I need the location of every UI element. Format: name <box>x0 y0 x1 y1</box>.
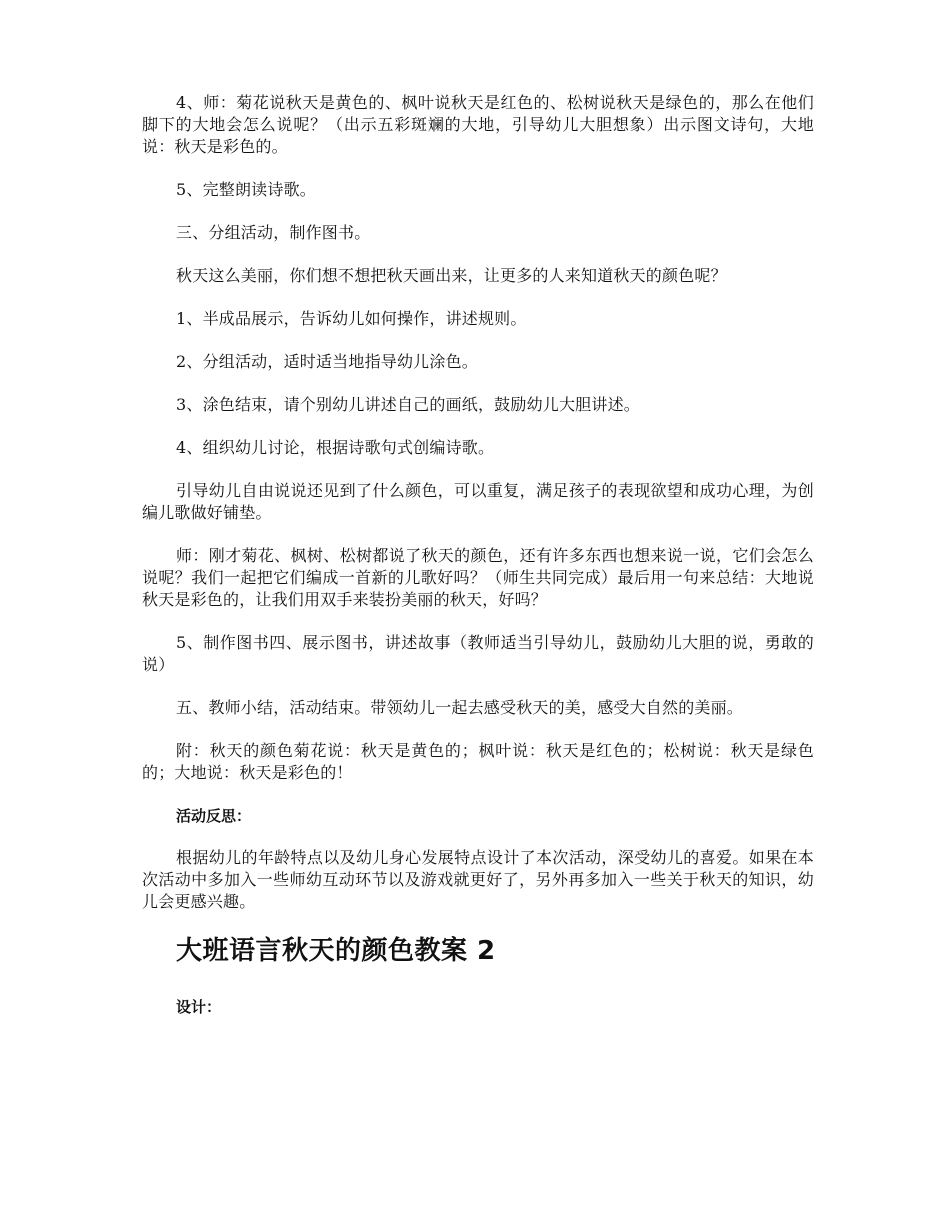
reflection-heading: 活动反思： <box>176 807 252 825</box>
design-heading: 设计： <box>176 998 222 1016</box>
paragraph-step-4-teacher: 4、师：菊花说秋天是黄色的、枫叶说秋天是红色的、松树说秋天是绿色的，那么在他们脚下的大地会怎么说呢？（出示五彩斑斓的大地，引导幼儿大胆想象）出示图文诗句，大地说：秋天是彩色的。 <box>142 93 814 156</box>
paragraph-step-4-discuss: 4、组织幼儿讨论，根据诗歌句式创编诗歌。 <box>176 438 495 457</box>
paragraph-teacher-summary: 师：刚才菊花、枫树、松树都说了秋天的颜色，还有许多东西也想来说一说，它们会怎么说呢？我们一起把它们编成一首新的儿歌好吗？（师生共同完成）最后用一句来总结：大地说秋天是彩色的，让我们用双手来装扮美丽的秋天，好吗？ <box>142 546 814 609</box>
paragraph-guide-children: 引导幼儿自由说说还见到了什么颜色，可以重复，满足孩子的表现欲望和成功心理，为创编儿歌做好铺垫。 <box>142 481 814 522</box>
paragraph-appendix-poem: 附：秋天的颜色菊花说：秋天是黄色的；枫叶说：秋天是红色的；松树说：秋天是绿色的；大地说：秋天是彩色的！ <box>142 741 814 782</box>
paragraph-step-2-coloring: 2、分组活动，适时适当地指导幼儿涂色。 <box>176 352 478 371</box>
paragraph-draw-autumn: 秋天这么美丽，你们想不想把秋天画出来，让更多的人来知道秋天的颜色呢？ <box>176 266 727 285</box>
document-page <box>142 92 814 1038</box>
section-title: 大班语言秋天的颜色教案 2 <box>176 936 496 966</box>
paragraph-group-activity: 三、分组活动，制作图书。 <box>176 223 371 242</box>
reflection-paragraph: 根据幼儿的年龄特点以及幼儿身心发展特点设计了本次活动，深受幼儿的喜爱。如果在本次活动中多加入一些师幼互动环节以及游戏就更好了，另外再多加入一些关于秋天的知识，幼儿会更感兴趣。 <box>142 848 814 911</box>
paragraph-step-3-describe: 3、涂色结束，请个别幼儿讲述自己的画纸，鼓励幼儿大胆讲述。 <box>176 395 640 414</box>
paragraph-conclusion: 五、教师小结，活动结束。带领幼儿一起去感受秋天的美，感受大自然的美丽。 <box>176 698 744 717</box>
paragraph-step-5-make-book: 5、制作图书四、展示图书，讲述故事（教师适当引导幼儿，鼓励幼儿大胆的说，勇敢的说） <box>142 633 814 674</box>
paragraph-step-5-read: 5、完整朗读诗歌。 <box>176 180 316 199</box>
paragraph-step-1-display: 1、半成品展示，告诉幼儿如何操作，讲述规则。 <box>176 309 527 328</box>
